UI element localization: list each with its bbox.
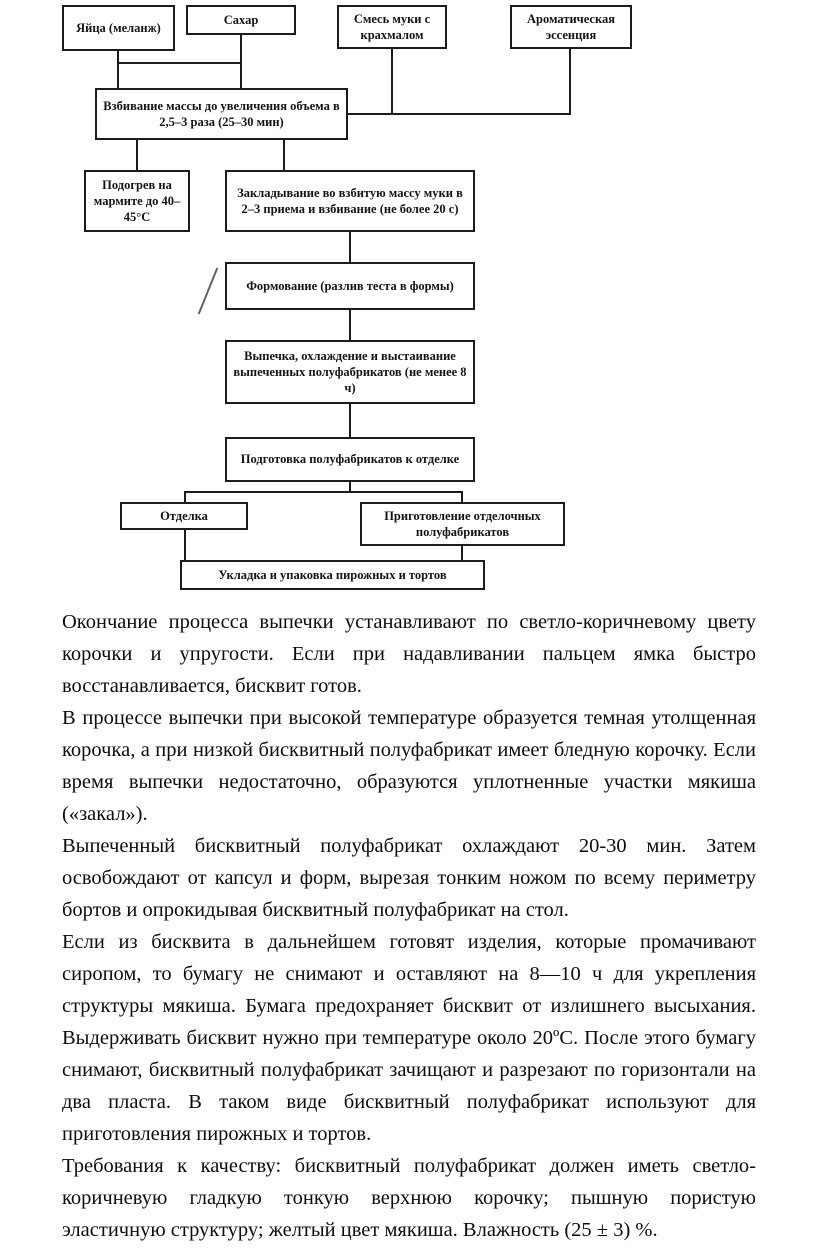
connector-eggs-to-whipping [117,51,119,88]
connector-baking-to-preparation [349,404,351,437]
flow-node-flour-mix: Смесь муки с крахмалом [337,5,447,49]
paragraph-paper-standing: Если из бисквита в дальнейшем готовят изделия, которые промачивают сиропом, то бумагу не снимают и оставляют на 8—10 ч для укрепления структуры мякиша. Бумага предохраняет бисквит от излишнего высыхания. Выдерживать бисквит нужно при температуре около 20ºС. После этого бумагу снимают, бисквитный полуфабрикат зачищают и разрезают по горизонтали на два пласта. В таком виде бисквитный полуфабрикат используют для приготовления пирожных и тортов. [62,931,756,1145]
biscuit-process-flowchart [0,0,816,600]
flow-node-finishing: Отделка [120,502,248,530]
flow-node-packing: Укладка и упаковка пирожных и тортов [180,560,485,590]
flow-node-adding-flour: Закладывание во взбитую массу муки в 2–3 приема и взбивание (не более 20 с) [225,170,475,232]
connector-whipping-to-heating [136,140,138,170]
paragraph-baking-end: Окончание процесса выпечки устанавливают по светло-коричневому цвету корочки и упругости. Если при надавливании пальцем ямка быстро восстанавливается, бисквит готов. [62,611,756,697]
connector-essence-down [569,49,571,115]
connector-semis-to-packing [461,546,463,560]
flow-node-heating: Подогрев на мармите до 40–45°С [84,170,190,232]
connector-eggs-sugar-horizontal [117,62,242,64]
flow-node-essence: Ароматическая эссенция [510,5,632,49]
connector-to-finishing-semis [461,491,463,504]
flow-node-finishing-semis: Приготовление отделочных полуфабрикатов [360,502,565,546]
connector-split-horizontal [184,491,463,493]
connector-whipping-to-adding [283,140,285,170]
flow-node-molding: Формование (разлив теста в формы) [225,262,475,310]
flow-node-baking: Выпечка, охлаждение и выстаивание выпеченных полуфабрикатов (не менее 8 ч) [225,340,475,404]
flow-node-preparation: Подготовка полуфабрикатов к отделке [225,437,475,482]
flow-node-sugar: Сахар [186,5,296,35]
connector-adding-to-molding [349,232,351,262]
flow-node-eggs: Яйца (меланж) [62,5,175,51]
connector-right-horizontal [348,113,571,115]
connector-to-finishing [184,491,186,504]
document-body-text [62,606,756,1246]
paragraph-crust-defects: В процессе выпечки при высокой температуре образуется темная утолщенная корочка, а при низкой бисквитный полуфабрикат имеет бледную корочку. Если время выпечки недостаточно, образуются уплотненные участки мякиша («закал»). [62,707,756,825]
paragraph-cooling: Выпеченный бисквитный полуфабрикат охлаждают 20-30 мин. Затем освобождают от капсул и форм, вырезая тонким ножом по всему периметру бортов и опрокидывая бисквитный полуфабрикат на стол. [62,835,756,921]
pen-mark [198,267,219,314]
flow-node-whipping: Взбивание массы до увеличения объема в 2,5–3 раза (25–30 мин) [95,88,348,140]
connector-molding-to-baking [349,310,351,340]
paragraph-quality: Требования к качеству: бисквитный полуфабрикат должен иметь светло-коричневую гладкую тонкую верхнюю корочку; пышную пористую эластичную структуру; желтый цвет мякиша. Влажность (25 ± 3) %. [62,1155,756,1241]
connector-finishing-to-packing [184,530,186,560]
connector-flour-down [391,49,393,115]
